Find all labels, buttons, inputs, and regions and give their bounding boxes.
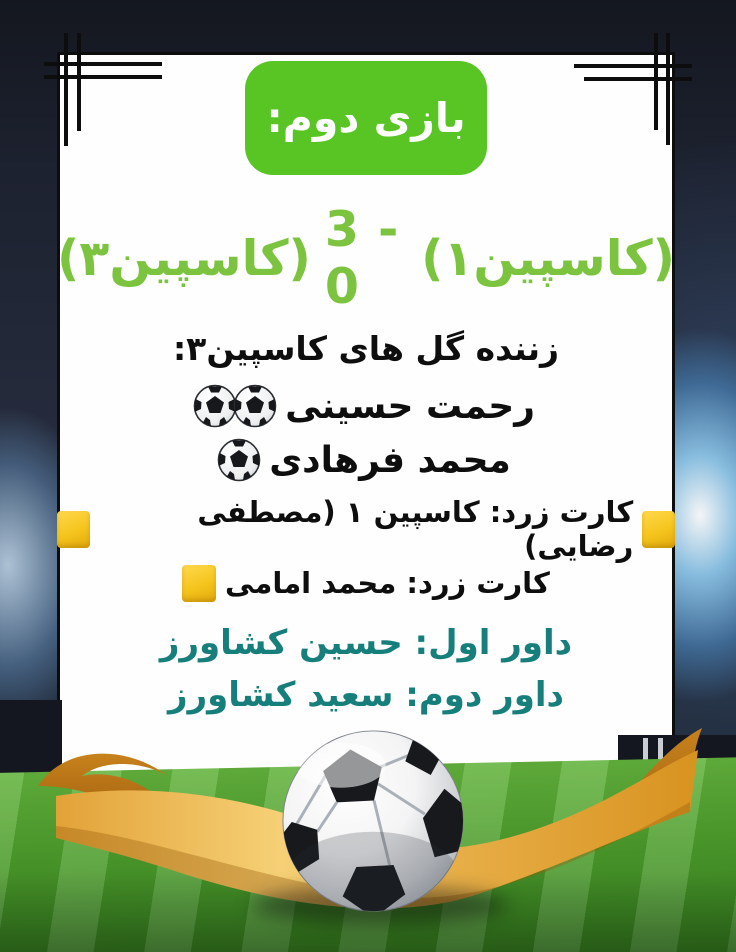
yellow-card-icon [642, 511, 675, 548]
team-right-name: (کاسپین۱) [421, 229, 675, 287]
corner-ornament-line [77, 33, 81, 131]
corner-ornament-line [44, 75, 162, 79]
score-line [57, 201, 675, 315]
soccer-ball-icons [221, 438, 261, 482]
yellow-card-line: کارت زرد: محمد امامی [57, 558, 675, 608]
corner-ornament-line [654, 33, 658, 130]
soccer-ball-icons [197, 384, 277, 428]
corner-ornament-line [574, 64, 692, 68]
yellow-card-line: کارت زرد: کاسپین ۱ (مصطفی رضایی) [57, 504, 675, 554]
referee-line: داور دوم: سعید کشاورز [168, 675, 564, 715]
yellow-card-icon [57, 511, 90, 548]
soccer-ball-image [280, 728, 466, 914]
referee-line: داور اول: حسین کشاورز [159, 623, 573, 663]
corner-ornament-line [44, 62, 162, 66]
corner-ornament-line [64, 33, 68, 146]
yellow-card-icon [182, 565, 216, 602]
game-number-label: بازی دوم: [266, 94, 466, 142]
corner-ornament-line [584, 77, 692, 81]
scorer-name: محمد فرهادی [269, 439, 511, 481]
score-value: 3 - 0 [324, 201, 400, 315]
corner-ornament-line [666, 33, 670, 145]
game-number-badge [245, 61, 487, 175]
scorer-name: رحمت حسینی [285, 385, 535, 427]
team-left-name: (کاسپین۳) [57, 229, 311, 287]
scorer-line [57, 380, 675, 432]
scorer-line [57, 434, 675, 486]
scorers-heading: زننده گل های کاسپین۳: [172, 328, 560, 368]
